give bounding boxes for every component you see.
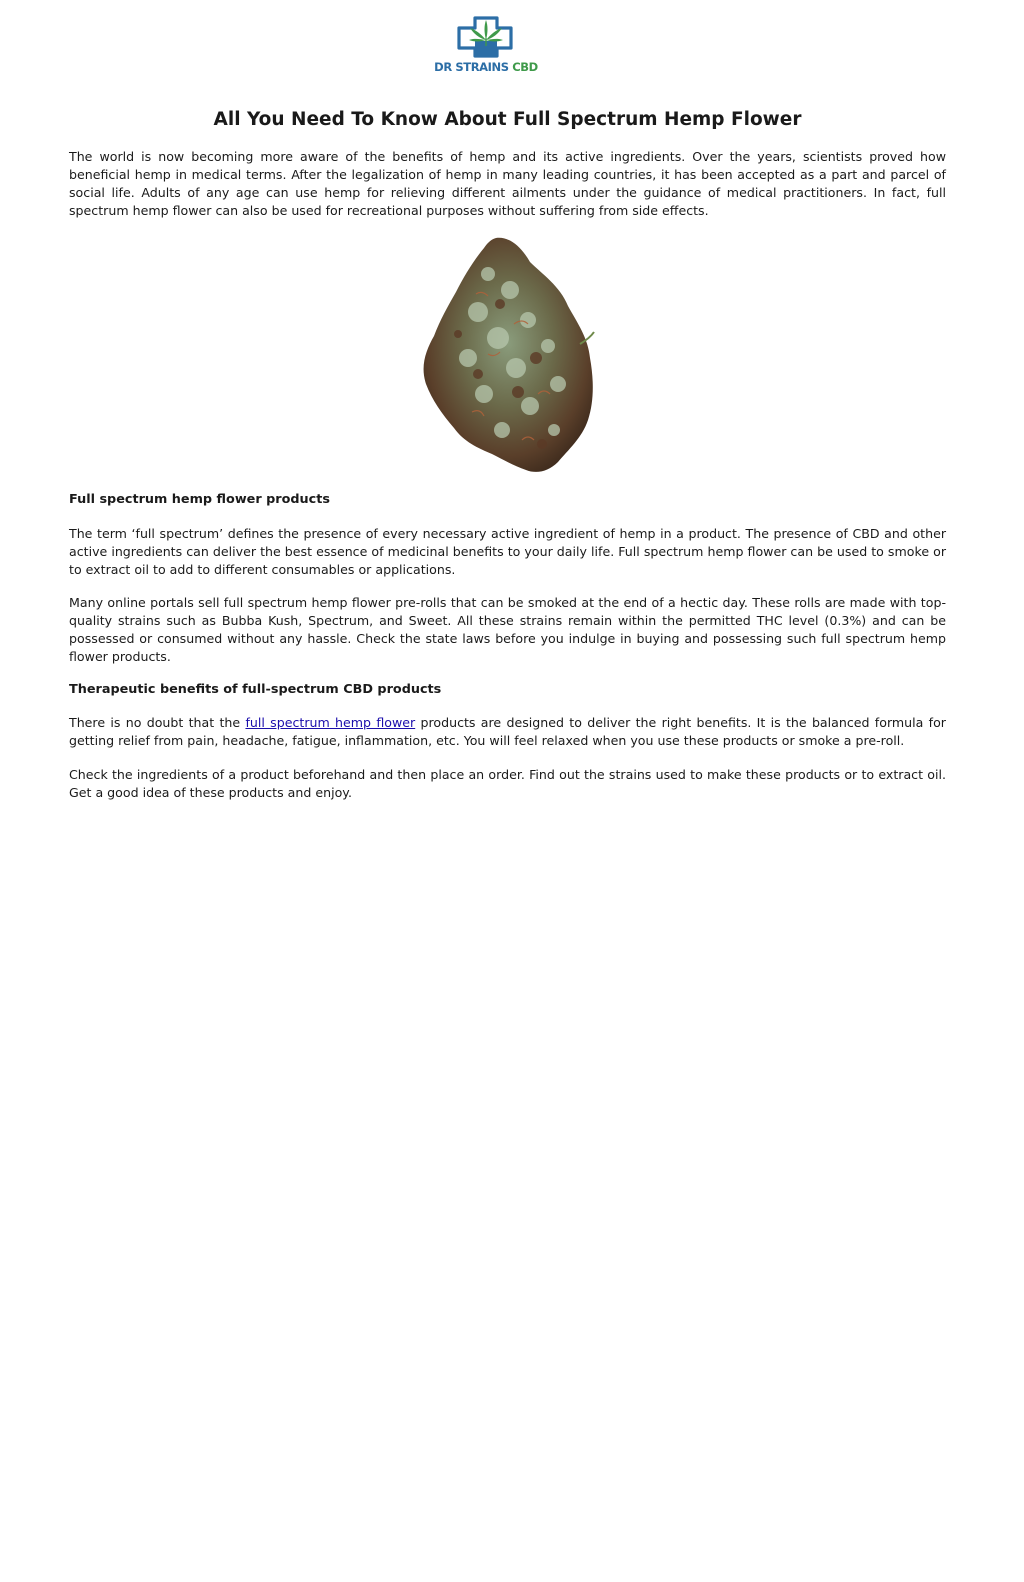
section2-paragraph-1-tail: products are designed to deliver the right benefits. It is the balanced formula for getting relief from pain, headache, fatigue, inflammation, etc. You will feel relaxed when you use these products or smoke a pre-roll. [69,715,946,748]
section1-paragraph-1: The term ‘full spectrum’ defines the presence of every necessary active ingredient of hemp in a product. The presence of CBD and other active ingredients can deliver the best essence of medicinal benefits to your daily life. Full spectrum hemp flower can be used to smoke or to extract oil to add to different consumables or applications. [69,526,946,577]
section2-paragraph-1-lead: There is no doubt that the [69,715,246,730]
hemp-flower-image [418,234,600,476]
logo[interactable] [429,16,543,74]
logo-wordmark [429,60,543,74]
logo-text-cbd: CBD [512,60,538,74]
full-spectrum-hemp-flower-link[interactable]: full spectrum hemp flower [245,715,416,730]
section-heading-therapeutic: Therapeutic benefits of full-spectrum CBD products [69,682,442,697]
logo-text-dr-strains: DR STRAINS [434,60,509,74]
intro-paragraph: The world is now becoming more aware of the benefits of hemp and its active ingredients. Over the years, scientists proved how beneficial hemp in medical terms. After the legalization of hemp in many leading countries, it has been accepted as a part and parcel of social life. Adults of any age can use hemp for relieving different ailments under the guidance of medical practitioners. In fact, full spectrum hemp flower can also be used for recreational purposes without suffering from side effects. [69,149,946,218]
medical-cross-cannabis-leaf-icon [429,16,543,60]
section-heading-products: Full spectrum hemp flower products [69,492,330,507]
section1-paragraph-2: Many online portals sell full spectrum hemp flower pre-rolls that can be smoked at the end of a hectic day. These rolls are made with top-quality strains such as Bubba Kush, Spectrum, and Sweet. All these strains remain within the permitted THC level (0.3%) and can be possessed or consumed without any hassle. Check the state laws before you indulge in buying and possessing such full spectrum hemp flower products. [69,595,946,664]
article-title: All You Need To Know About Full Spectrum Hemp Flower [213,109,802,130]
section2-paragraph-2: Check the ingredients of a product beforehand and then place an order. Find out the strains used to make these products or to extract oil. Get a good idea of these products and enjoy. [69,767,946,800]
section2-paragraph-1 [69,714,946,750]
